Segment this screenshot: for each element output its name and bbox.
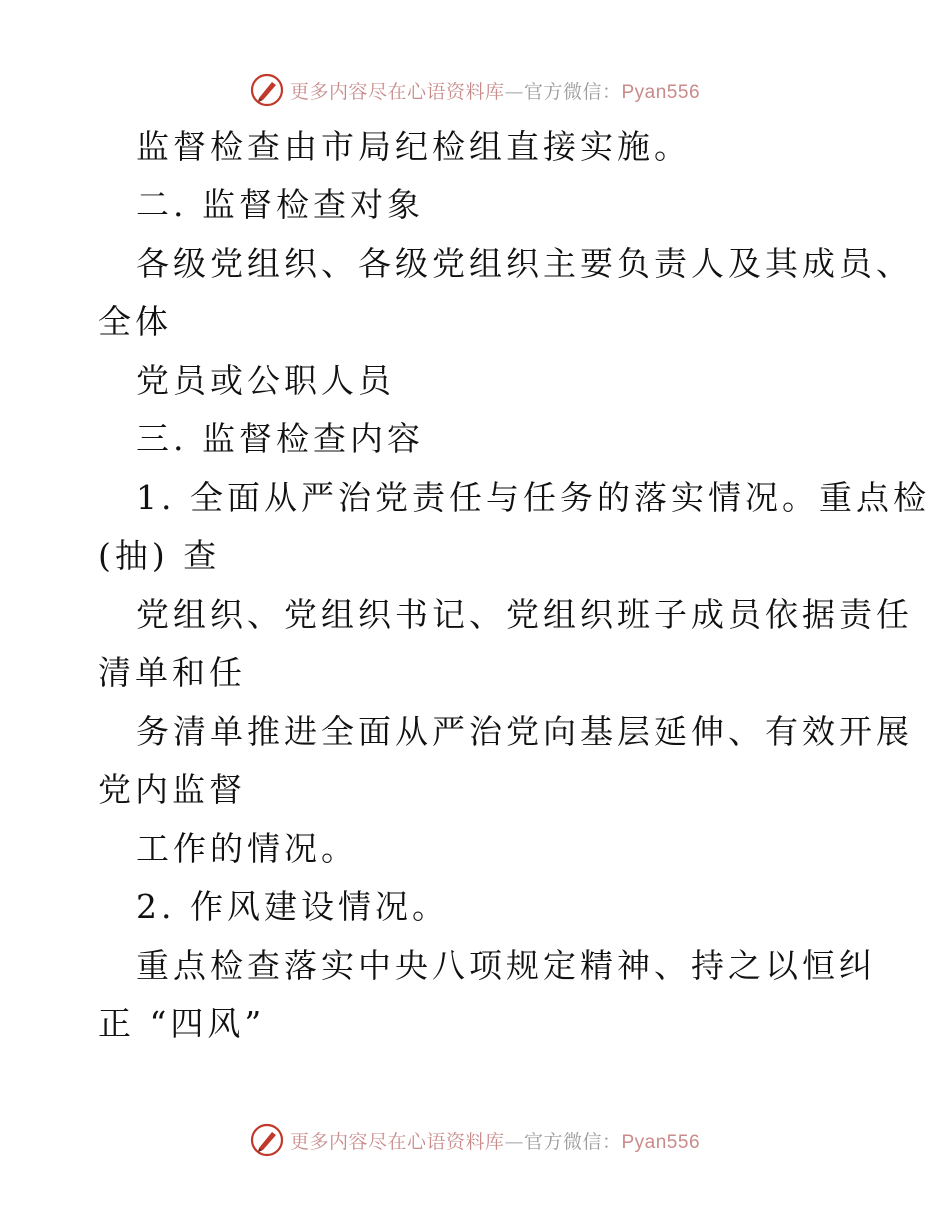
text-line: 2. 作风建设情况。 [136, 887, 449, 926]
watermark-account: Pyan556 [621, 1131, 701, 1153]
watermark-dash: — [504, 1130, 524, 1153]
watermark-account: Pyan556 [621, 81, 701, 103]
text-line: (抽) 查 [98, 536, 221, 575]
watermark-label: 官方微信： [523, 80, 622, 103]
text-line: 正 “四风” [98, 1004, 266, 1043]
watermark-label: 官方微信： [523, 1130, 622, 1153]
text-line: 1. 全面从严治党责任与任务的落实情况。重点检 [136, 478, 930, 517]
text-line: 党组织、党组织书记、党组织班子成员依据责任 [136, 595, 913, 634]
watermark-slogan: 更多内容尽在心语资料库 [289, 1130, 505, 1153]
text-line: 监督检查由市局纪检组直接实施。 [136, 127, 691, 166]
watermark-text [290, 1127, 700, 1154]
text-line: 清单和任 [98, 653, 246, 692]
text-line: 务清单推进全面从严治党向基层延伸、有效开展 [136, 712, 913, 751]
text-line: 各级党组织、各级党组织主要负责人及其成员、 [136, 244, 913, 283]
section-heading: 三. 监督检查内容 [136, 419, 424, 458]
pen-logo-icon [250, 73, 284, 107]
text-line: 重点检查落实中央八项规定精神、持之以恒纠 [136, 946, 876, 985]
text-line: 工作的情况。 [136, 829, 358, 868]
watermark-dash: — [504, 80, 524, 103]
text-line: 全体 [98, 302, 172, 341]
text-line: 党员或公职人员 [136, 361, 395, 400]
header-watermark [0, 70, 950, 110]
watermark-slogan: 更多内容尽在心语资料库 [289, 80, 505, 103]
section-heading: 二. 监督检查对象 [136, 185, 424, 224]
footer-watermark [0, 1120, 950, 1160]
pen-logo-icon [250, 1123, 284, 1157]
text-line: 党内监督 [98, 770, 246, 809]
watermark-text [290, 77, 700, 104]
